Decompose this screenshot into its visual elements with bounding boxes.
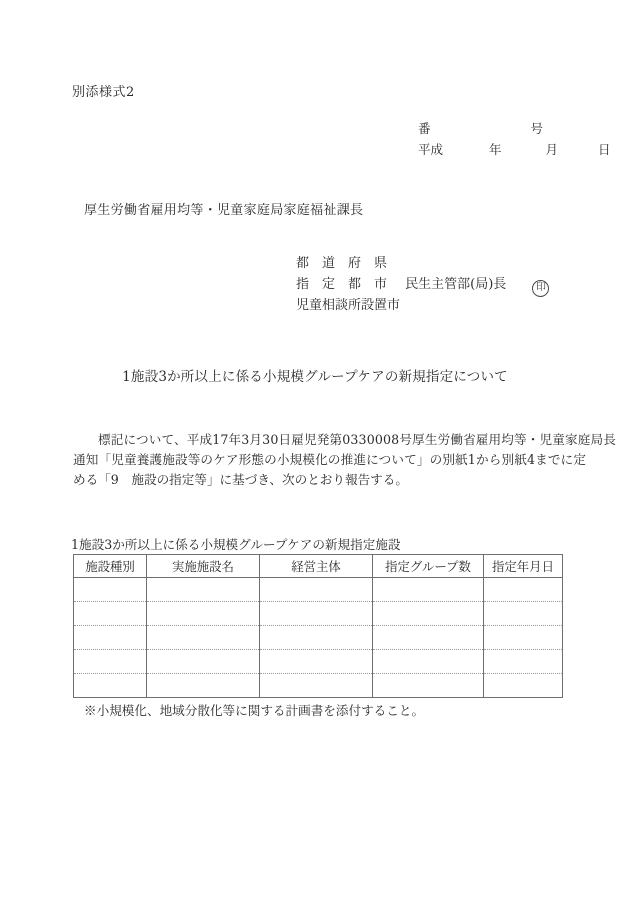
year-label: 年 (488, 142, 502, 157)
column-header-group-count: 指定グループ数 (373, 555, 484, 578)
cell-operator[interactable] (260, 578, 373, 602)
column-header-designation-date: 指定年月日 (484, 555, 563, 578)
column-header-facility-name: 実施施設名 (147, 555, 260, 578)
document-date-row (418, 139, 610, 160)
cell-group-count[interactable] (373, 626, 484, 650)
body-line-2: 通知「児童養護施設等のケア形態の小規模化の推進について」の別紙1から別紙4までに定 (73, 452, 587, 467)
facility-table-wrapper (73, 554, 557, 698)
facility-table (73, 554, 563, 698)
cell-operator[interactable] (260, 626, 373, 650)
seal-icon: 印 (532, 280, 549, 297)
document-number-row (418, 118, 610, 139)
page-title: 1施設3か所以上に係る小規模グループケアの新規指定について (122, 369, 508, 385)
sender-child-guidance-center-city: 児童相談所設置市 (296, 298, 401, 313)
form-number: 別添様式2 (72, 85, 135, 100)
body-line-1 (73, 430, 616, 450)
cell-facility-type[interactable] (74, 602, 147, 626)
cell-operator[interactable] (260, 650, 373, 674)
sender-officer-title: 民生主管部(局)長 (405, 277, 507, 292)
addressee-line: 厚生労働省雇用均等・児童家庭局家庭福祉課長 (84, 203, 364, 218)
cell-facility-name[interactable] (147, 578, 260, 602)
cell-facility-name[interactable] (147, 626, 260, 650)
document-number-date-block (418, 118, 610, 160)
cell-group-count[interactable] (373, 602, 484, 626)
body-line-3: める「9 施設の指定等」に基づき、次のとおり報告する。 (73, 472, 408, 487)
cell-operator[interactable] (260, 602, 373, 626)
cell-group-count[interactable] (373, 650, 484, 674)
footnote: ※小規模化、地域分散化等に関する計画書を添付すること。 (84, 703, 425, 718)
table-header (74, 555, 563, 578)
cell-designation-date[interactable] (484, 578, 563, 602)
table-row (74, 626, 563, 650)
cell-facility-type[interactable] (74, 578, 147, 602)
sender-designated-city: 指 定 都 市 (296, 277, 388, 292)
cell-designation-date[interactable] (484, 626, 563, 650)
body-paragraph (73, 430, 616, 490)
month-label: 月 (545, 142, 558, 157)
table-row (74, 674, 563, 698)
cell-facility-type[interactable] (74, 674, 147, 698)
sender-designated-city-row (296, 274, 549, 295)
cell-designation-date[interactable] (484, 602, 563, 626)
table-caption: 1施設3か所以上に係る小規模グループケアの新規指定施設 (71, 537, 401, 552)
cell-facility-type[interactable] (74, 626, 147, 650)
cell-facility-name[interactable] (147, 674, 260, 698)
table-row (74, 602, 563, 626)
sender-block (296, 253, 549, 316)
era-label: 平成 (418, 142, 444, 157)
cell-facility-type[interactable] (74, 650, 147, 674)
cell-operator[interactable] (260, 674, 373, 698)
cell-facility-name[interactable] (147, 650, 260, 674)
table-row (74, 650, 563, 674)
column-header-facility-type: 施設種別 (74, 555, 147, 578)
cell-group-count[interactable] (373, 578, 484, 602)
body-line-1-text: 標記について、平成17年3月30日雇児発第0330008号厚生労働省雇用均等・児童家庭局長 (98, 432, 616, 447)
day-label: 日 (597, 142, 611, 157)
cell-designation-date[interactable] (484, 650, 563, 674)
sender-prefecture: 都 道 府 県 (296, 256, 388, 271)
table-header-row (74, 555, 563, 578)
table-body (74, 578, 563, 698)
cell-group-count[interactable] (373, 674, 484, 698)
cell-facility-name[interactable] (147, 602, 260, 626)
column-header-operator: 経営主体 (260, 555, 373, 578)
cell-designation-date[interactable] (484, 674, 563, 698)
document-number-label: 番 (418, 121, 431, 136)
table-row (74, 578, 563, 602)
document-number-suffix: 号 (530, 121, 543, 136)
